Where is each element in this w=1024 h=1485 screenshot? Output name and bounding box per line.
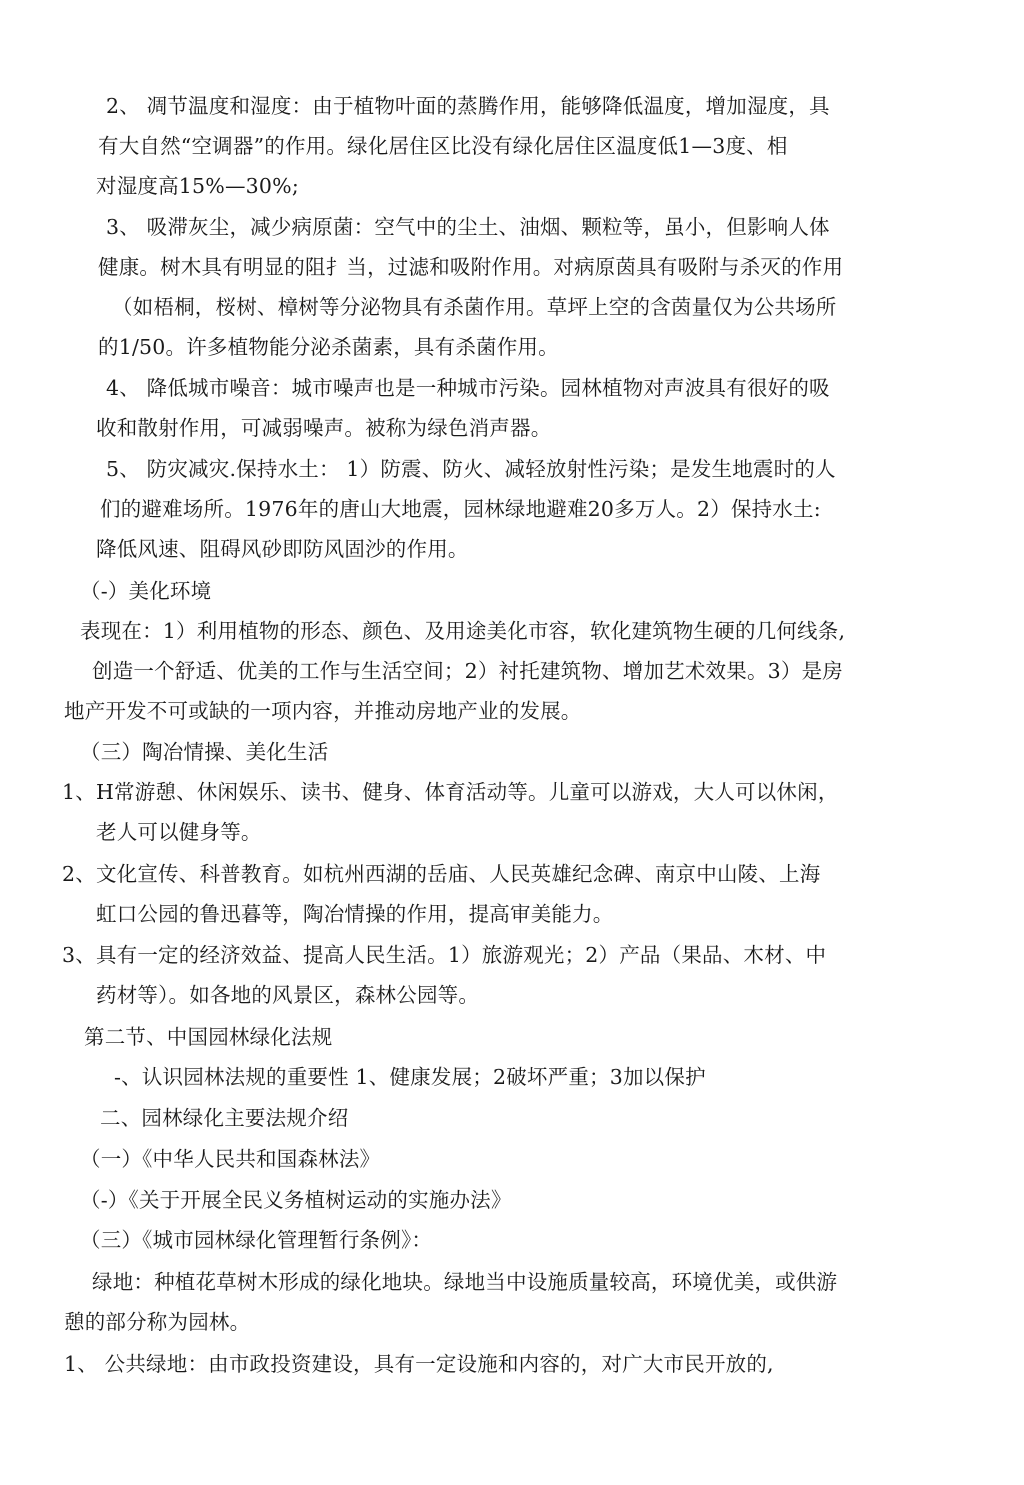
paragraph-line: 降低风速、阻碍风砂即防风固沙的作用。	[96, 537, 469, 561]
paragraph-line: 5、 防灾减灾.保持水土： 1）防震、防火、减轻放射性污染；是发生地震时的人	[106, 457, 836, 481]
paragraph-line: -、认识园林法规的重要性 1、健康发展；2破坏严重；3加以保护	[114, 1065, 706, 1089]
paragraph-line: 药材等）。如各地的风景区，森林公园等。	[96, 983, 480, 1007]
paragraph-line: 憩的部分称为园林。	[64, 1310, 251, 1334]
paragraph-line: 的1/50。许多植物能分泌杀菌素，具有杀菌作用。	[98, 335, 559, 359]
paragraph-line: 有大自然“空调器”的作用。绿化居住区比没有绿化居住区温度低1—3度、相	[98, 134, 788, 158]
paragraph-line: 2、 凋节温度和湿度：由于植物叶面的蒸腾作用，能够降低温度，增加湿度，具	[106, 94, 830, 118]
section-heading: （-）美化环境	[80, 579, 212, 603]
paragraph-line: 们的避难场所。1976年的唐山大地震，园林绿地避难20多万人。2）保持水土:	[100, 497, 821, 521]
paragraph-line: 3、具有一定的经济效益、提高人民生活。1）旅游观光；2）产品（果品、木材、中	[62, 943, 827, 967]
chapter-heading: 第二节、中国园林绿化法规	[84, 1025, 333, 1049]
paragraph-line: 3、 吸滞灰尘，减少病原菌：空气中的尘土、油烟、颗粒等，虽小，但影响人体	[106, 215, 830, 239]
paragraph-line: 虹口公园的鲁迅暮等，陶冶情操的作用，提高审美能力。	[96, 902, 614, 926]
paragraph-line: 1、 公共绿地：由市政投资建设，具有一定设施和内容的，对广大市民开放的,	[64, 1352, 774, 1376]
paragraph-line: 对湿度高15%—30%;	[96, 174, 299, 198]
paragraph-line: 地产开发不可或缺的一项内容，并推动房地产业的发展。	[64, 699, 582, 723]
law-title: （-）《关于开展全民义务植树运动的实施办法》	[80, 1188, 512, 1212]
section-heading: （三）陶冶情操、美化生活	[80, 740, 329, 764]
paragraph-line: 绿地：种植花草树木形成的绿化地块。绿地当中设施质量较高，环境优美，或供游	[92, 1270, 838, 1294]
section-heading: 二、园林绿化主要法规介绍	[100, 1106, 349, 1130]
paragraph-line: 创造一个舒适、优美的工作与生活空间；2）衬托建筑物、增加艺术效果。3）是房	[92, 659, 843, 683]
paragraph-line: 收和散射作用，可减弱噪声。被称为绿色消声器。	[96, 416, 552, 440]
paragraph-line: 表现在：1）利用植物的形态、颜色、及用途美化市容，软化建筑物生硬的几何线条,	[80, 619, 846, 643]
law-title: （三）《城市园林绿化管理暂行条例》：	[80, 1228, 433, 1252]
paragraph-line: 2、文化宣传、科普教育。如杭州西湖的岳庙、人民英雄纪念碑、南京中山陵、上海	[62, 862, 821, 886]
law-title: （一）《中华人民共和国森林法》	[80, 1147, 381, 1171]
paragraph-line: 1、H常游憩、休闲娱乐、读书、健身、体育活动等。儿童可以游戏，大人可以休闲，	[62, 780, 839, 804]
paragraph-line: 老人可以健身等。	[96, 820, 262, 844]
paragraph-line: 健康。树木具有明显的阻扌当，过滤和吸附作用。对病原茵具有吸附与杀灭的作用	[98, 255, 844, 279]
paragraph-line: 4、 降低城市噪音：城市噪声也是一种城市污染。园林植物对声波具有很好的吸	[106, 376, 830, 400]
paragraph-line: （如梧桐，桜树、樟树等分泌物具有杀菌作用。草坪上空的含茵量仅为公共场所	[112, 295, 837, 319]
